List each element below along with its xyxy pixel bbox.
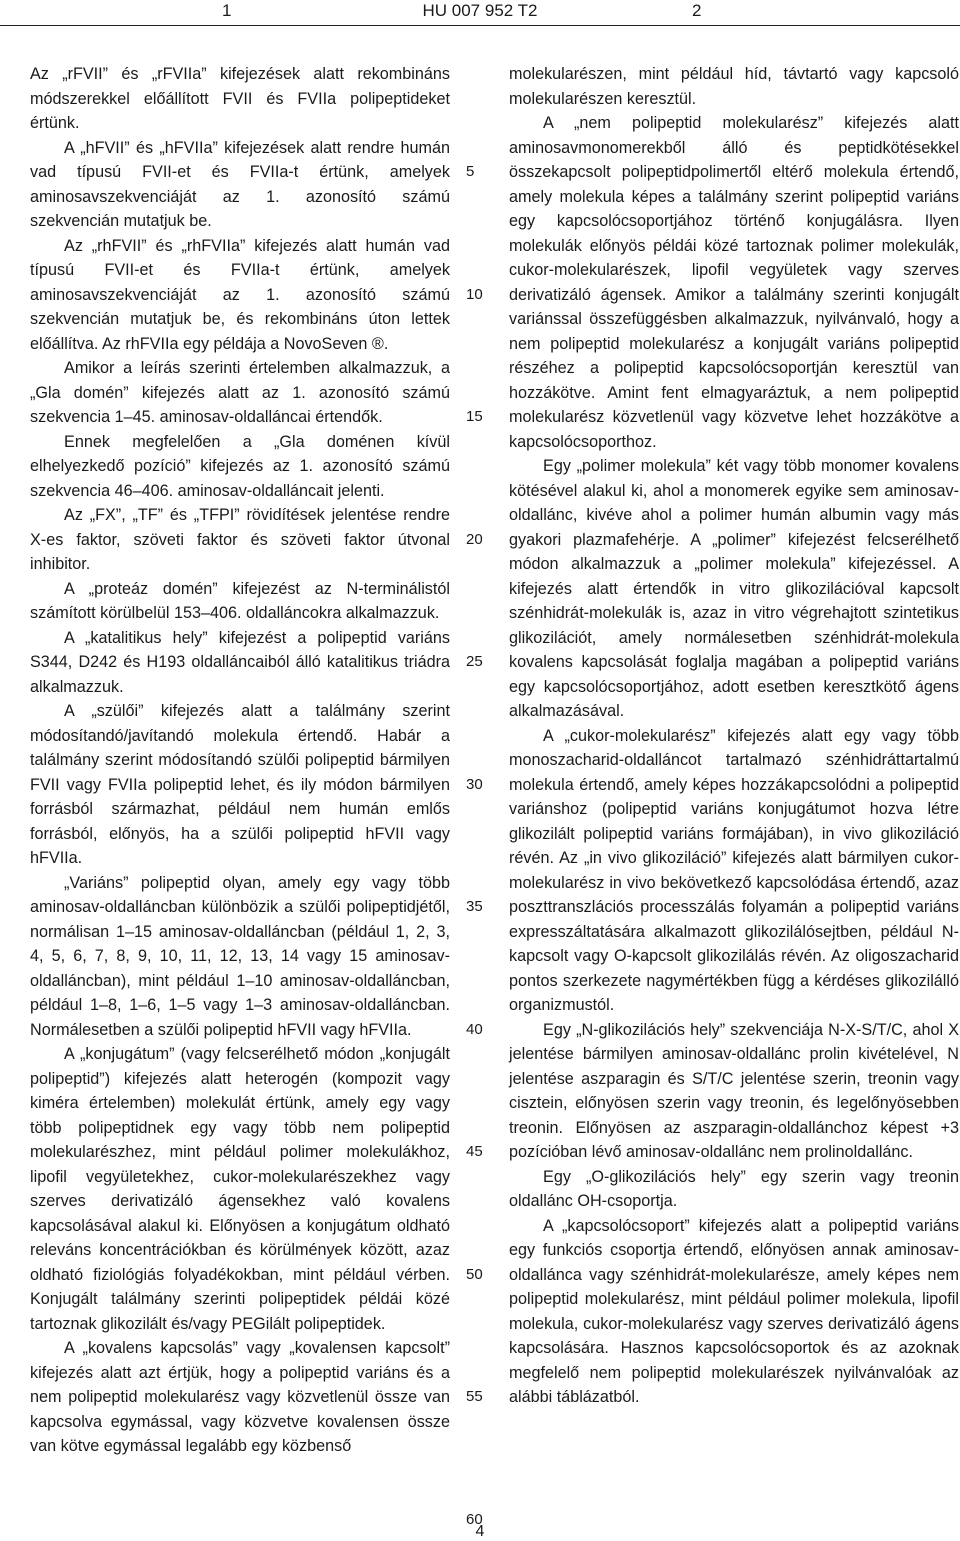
paragraph: Az „FX”, „TF” és „TFPI” rövidítések jelentése rendre X-es faktor, szöveti faktor és szöveti faktor útvonal inhibitor. bbox=[30, 506, 450, 573]
paragraph: A „proteáz domén” kifejezést az N-terminálistól számított körülbelül 153–406. oldalláncokra alkalmazzuk. bbox=[30, 579, 450, 622]
line-number: 35 bbox=[466, 898, 483, 915]
footer-page-number: 4 bbox=[475, 1523, 485, 1540]
paragraph: A „hFVII” és „hFVIIa” kifejezések alatt rendre humán vad típusú FVII-et és FVIIa-t értünk, amelyek aminosavszekvenciáját az 1. azonosító számú szekvencián mutatjuk be. bbox=[30, 138, 450, 230]
paragraph: A „nem polipeptid molekularész” kifejezés alatt aminosavmonomerekből álló és peptidkötésekkel összekapcsolt polipeptidpolimertől eltérő molekula értendő, amely molekula képes a találmány szerint polipeptid variáns egy kapcsolócsoportjához történő konjugálásra. Ilyen molekulák előnyös példái közé tartoznak polimer molekulák, cukor-molekularészek, lipofil vegyületek vagy szerves derivatizáló ágensek. Amikor a találmány szerinti konjugált variánssal összefüggésben alkalmazzuk, nyilvánvaló, hogy a nem polipeptid molekularész a konjugált variáns polipeptid részéhez a polipeptid kapcsolócsoportján keresztül van hozzákötve. Amint fent elmagyaráztuk, a nem polipeptid molekularész közvetlenül vagy közvetve lehet hozzákötve a kapcsolócsoporthoz. bbox=[509, 114, 959, 451]
patent-id: HU 007 952 T2 bbox=[422, 1, 538, 20]
paragraph: Az „rFVII” és „rFVIIa” kifejezések alatt rekombináns módszerekkel előállított FVII és FVIIa polipeptideket értünk. bbox=[30, 65, 450, 132]
paragraph: „Variáns” polipeptid olyan, amely egy vagy több aminosav-oldalláncban különbözik a szülői polipeptidjétől, normálisan 1–15 aminosav-oldalláncban (például 1, 2, 3, 4, 5, 6, 7, 8, 9, 10, 11, 12, 13, 14 vagy 15 aminosav-oldalláncban), mint például 1–10 aminosav-oldalláncban, például 1–8, 1–6, 1–5 vagy 1–3 aminosav-oldalláncban. Normálesetben a szülői polipeptid hFVII vagy hFVIIa. bbox=[30, 873, 450, 1039]
line-number: 15 bbox=[466, 408, 483, 425]
paragraph: Az „rhFVII” és „rhFVIIa” kifejezés alatt humán vad típusú FVII-et és FVIIa-t értünk, amelyek aminosavszekvenciáját az 1. azonosító számú szekvencián mutatjuk be, és rekombináns úton lettek előállítva. Az rhFVIIa egy példája a NovoSeven ®. bbox=[30, 236, 450, 353]
page-number-right: 2 bbox=[692, 1, 702, 20]
line-number: 40 bbox=[466, 1020, 483, 1038]
line-number: 45 bbox=[466, 1143, 483, 1160]
paragraph: A „kovalens kapcsolás” vagy „kovalensen kapcsolt” kifejezés alatt azt értjük, hogy a polipeptid variáns és a nem polipeptid molekularész vagy közvetlenül össze van kapcsolva egymással, vagy közvetve kovalensen össze van kötve egymással legalább egy közbenső bbox=[30, 1339, 450, 1455]
right-column bbox=[509, 62, 959, 1410]
paragraph: A „kapcsolócsoport” kifejezés alatt a polipeptid variáns egy funkciós csoportja értendő, előnyösen annak aminosav-oldallánca vagy szénhidrát-molekularésze, amely képes nem polipeptid molekularész, mint például polimer molekula, lipofil molekula, cukor-molekularész vagy szerves derivatizáló ágens kapcsolására. Hasznos kapcsolócsoportok és az azoknak megfelelő nem polipeptid molekularészek nyilvánvalóak az alábbi táblázatból. bbox=[509, 1216, 959, 1406]
line-number: 60 bbox=[466, 1510, 483, 1528]
line-number: 55 bbox=[466, 1388, 483, 1405]
line-number: 30 bbox=[466, 775, 483, 793]
paragraph: A „konjugátum” (vagy felcserélhető módon „konjugált polipeptid”) kifejezés alatt heterogén (kompozit vagy kiméra értelemben) molekulát értünk, amely egy vagy több polipeptidnek egy vagy több nem polipeptid molekularészhez, mint például polimer molekulákhoz, lipofil vegyületekhez, cukor-molekularészekhez vagy szerves derivatizáló ágensekhez való kovalens kapcsolásával alakul ki. Előnyösen a konjugátum oldható releváns koncentrációkban és körülmények között, azaz oldható fiziológiás folyadékokban, mint például vérben. Konjugált találmány szerinti polipeptidek példái közé tartoznak glikozilált és/vagy PEGilált polipeptidek. bbox=[30, 1045, 450, 1333]
line-number: 5 bbox=[466, 163, 475, 180]
page-footer bbox=[0, 1523, 960, 1541]
line-number: 20 bbox=[466, 530, 483, 548]
paragraph: Egy „O-glikozilációs hely” egy szerin vagy treonin oldallánc OH-csoportja. bbox=[509, 1167, 959, 1210]
left-column bbox=[30, 62, 450, 1459]
paragraph: Ennek megfelelően a „Gla doménen kívül elhelyezkedő pozíció” kifejezés az 1. azonosító számú szekvencia 46–406. aminosav-oldalláncait jelenti. bbox=[30, 432, 450, 500]
line-number: 50 bbox=[466, 1265, 483, 1283]
paragraph: A „katalitikus hely” kifejezést a polipeptid variáns S344, D242 és H193 oldalláncaiból álló katalitikus triádra alkalmazzuk. bbox=[30, 628, 450, 696]
paragraph: Amikor a leírás szerinti értelemben alkalmazzuk, a „Gla domén” kifejezés alatt az 1. azonosító számú szekvencia 1–45. aminosav-oldalláncai értendők. bbox=[30, 359, 450, 426]
paragraph: molekularészen, mint például híd, távtartó vagy kapcsoló molekularészen keresztül. bbox=[509, 65, 959, 108]
line-number-margin bbox=[466, 0, 496, 1541]
paragraph: Egy „polimer molekula” két vagy több monomer kovalens kötésével alakul ki, ahol a monomerek egyike sem aminosav-oldallánc, kivéve ahol a polimer humán albumin vagy más gyakori plazmafehérje. A „polimer” kifejezést felcserélhető módon alkalmazzuk a „polimer molekula” kifejezéssel. A kifejezés alatt értendők in vitro glikozilációval kapcsolt szénhidrát-molekulák is, azaz in vitro végrehajtott szintetikus glikozilációt, amely normálesetben szénhidrát-molekula kovalens kapcsolását foglalja magában a polipeptid variáns egy kapcsolócsoportjához, adott esetben keresztkötő ágens alkalmazásával. bbox=[509, 457, 959, 720]
paragraph: A „szülői” kifejezés alatt a találmány szerint módosítandó/javítandó molekula értendő. Habár a találmány szerint módosítandó szülői polipeptid bármilyen FVII vagy FVIIa polipeptid lehet, és ily módon bármilyen forrásból származhat, például nem humán emlős forrásból, előnyös, ha a szülői polipeptid hFVII vagy hFVIIa. bbox=[30, 702, 450, 867]
line-number: 10 bbox=[466, 285, 483, 303]
page-number-left: 1 bbox=[222, 1, 232, 20]
line-number: 25 bbox=[466, 653, 483, 670]
paragraph: A „cukor-molekularész” kifejezés alatt egy vagy több monoszacharid-oldalláncot tartalmazó szénhidráttartalmú molekula értendő, amely képes hozzákapcsolódni a polipeptid variánshoz (polipeptid variáns konjugátumot hozva létre glikozilált polipeptid variáns formájában), in vivo glikoziláció révén. Az „in vivo glikoziláció” kifejezés alatt bármilyen cukor-molekularész in vivo bekövetkező kapcsolódása értendő, azaz poszttranszlációs processzálás folyamán a polipeptid variáns expresszáltatására alkalmazott glikozilálósejtben, például N-kapcsolt vagy O-kapcsolt glikozilálás révén. Az oligoszacharid pontos szerkezete nagymértékben függ a kérdéses glikozilálló organizmustól. bbox=[509, 726, 959, 1014]
paragraph: Egy „N-glikozilációs hely” szekvenciája N-X-S/T/C, ahol X jelentése bármilyen aminosav-oldallánc prolin kivételével, N jelentése aszparagin és S/T/C jelentése szerin, treonin vagy cisztein, előnyösen szerin vagy treonin, és legelőnyösebben treonin. Előnyösen az aszparagin-oldallánchoz képest +3 pozícióban lévő aminosav-oldallánc nem prolinoldallánc. bbox=[509, 1020, 959, 1161]
